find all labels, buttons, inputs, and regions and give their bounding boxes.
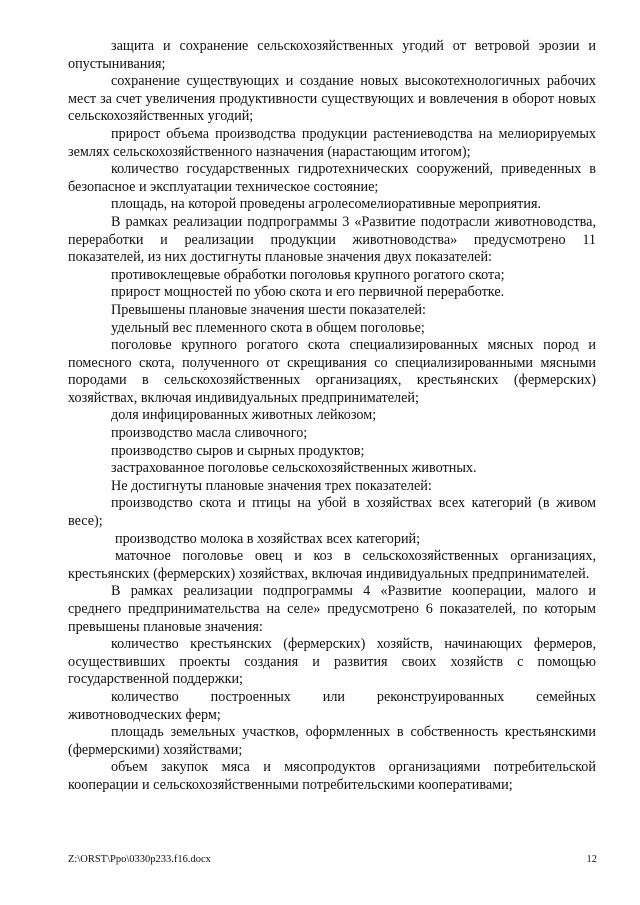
paragraph: удельный вес племенного скота в общем поголовье; [111, 319, 425, 336]
paragraph: производство молока в хозяйствах всех категорий; [115, 530, 421, 547]
paragraph: количество государственных гидротехнических сооружений, приведенных в безопасное и эксплуатации техническое состояние; [68, 161, 596, 195]
paragraph: маточное поголовье овец и коз в сельскохозяйственных организациях, крестьянских (фермерских) хозяйствах, включая индивидуальных предпринимателей. [68, 548, 596, 582]
paragraph: В рамках реализации подпрограммы 4 «Развитие кооперации, малого и среднего предпринимательства на селе» предусмотрено 6 показателей, по которым превышены плановые значения: [68, 583, 596, 635]
paragraph: прирост объема производства продукции растениеводства на мелиорируемых землях сельскохозяйственного назначения (нарастающим итогом); [68, 125, 596, 160]
footer-file-path: Z:\ORST\Ppo\0330p233.f16.docx [68, 854, 211, 865]
paragraph: объем закупок мяса и мясопродуктов организациями потребительской кооперации и сельскохозяйственными потребительскими кооперативами; [68, 759, 596, 793]
paragraph: производство масла сливочного; [111, 425, 308, 442]
paragraph: количество крестьянских (фермерских) хозяйств, начинающих фермеров, осуществивших проекты создания и развития своих хозяйств с помощью государственной поддержки; [68, 636, 596, 688]
paragraph: Превышены плановые значения шести показателей: [111, 301, 426, 318]
paragraph: производство сыров и сырных продуктов; [111, 442, 365, 459]
paragraph: прирост мощностей по убою скота и его первичной переработке. [111, 284, 505, 301]
paragraph: застрахованное поголовье сельскохозяйственных животных. [111, 460, 477, 477]
paragraph: сохранение существующих и создание новых высокотехнологичных рабочих мест за счет увеличения продуктивности существующих и вовлечения в оборот новых сельскохозяйственных угодий; [68, 73, 596, 125]
paragraph: площадь, на которой проведены агролесомелиоративные мероприятия. [111, 196, 542, 213]
paragraph: производство скота и птицы на убой в хозяйствах всех категорий (в живом весе); [68, 495, 596, 530]
paragraph: поголовье крупного рогатого скота специализированных мясных пород и помесного скота, полученного от скрещивания со специализированными мясными породами в сельскохозяйственных организациях, крестьянских (фермерских) хозяйствах, включая индивидуальных предпринимателей; [68, 337, 596, 406]
paragraph: защита и сохранение сельскохозяйственных угодий от ветровой эрозии и опустынивания; [68, 38, 596, 72]
paragraph: В рамках реализации подпрограммы 3 «Развитие подотрасли животноводства, переработки и реализации продукции животноводства» предусмотрено 11 показателей, из них достигнуты плановые значения двух показателей: [68, 213, 596, 266]
document-body [68, 38, 596, 795]
paragraph: площадь земельных участков, оформленных в собственность крестьянскими (фермерскими) хозяйствами; [68, 724, 596, 758]
paragraph: противоклещевые обработки поголовья крупного рогатого скота; [111, 266, 505, 283]
paragraph: доля инфицированных животных лейкозом; [111, 407, 377, 424]
paragraph: Не достигнуты плановые значения трех показателей: [111, 477, 432, 494]
paragraph: количество построенных или реконструированных семейных животноводческих ферм; [68, 688, 596, 723]
page-number: 12 [586, 854, 597, 865]
